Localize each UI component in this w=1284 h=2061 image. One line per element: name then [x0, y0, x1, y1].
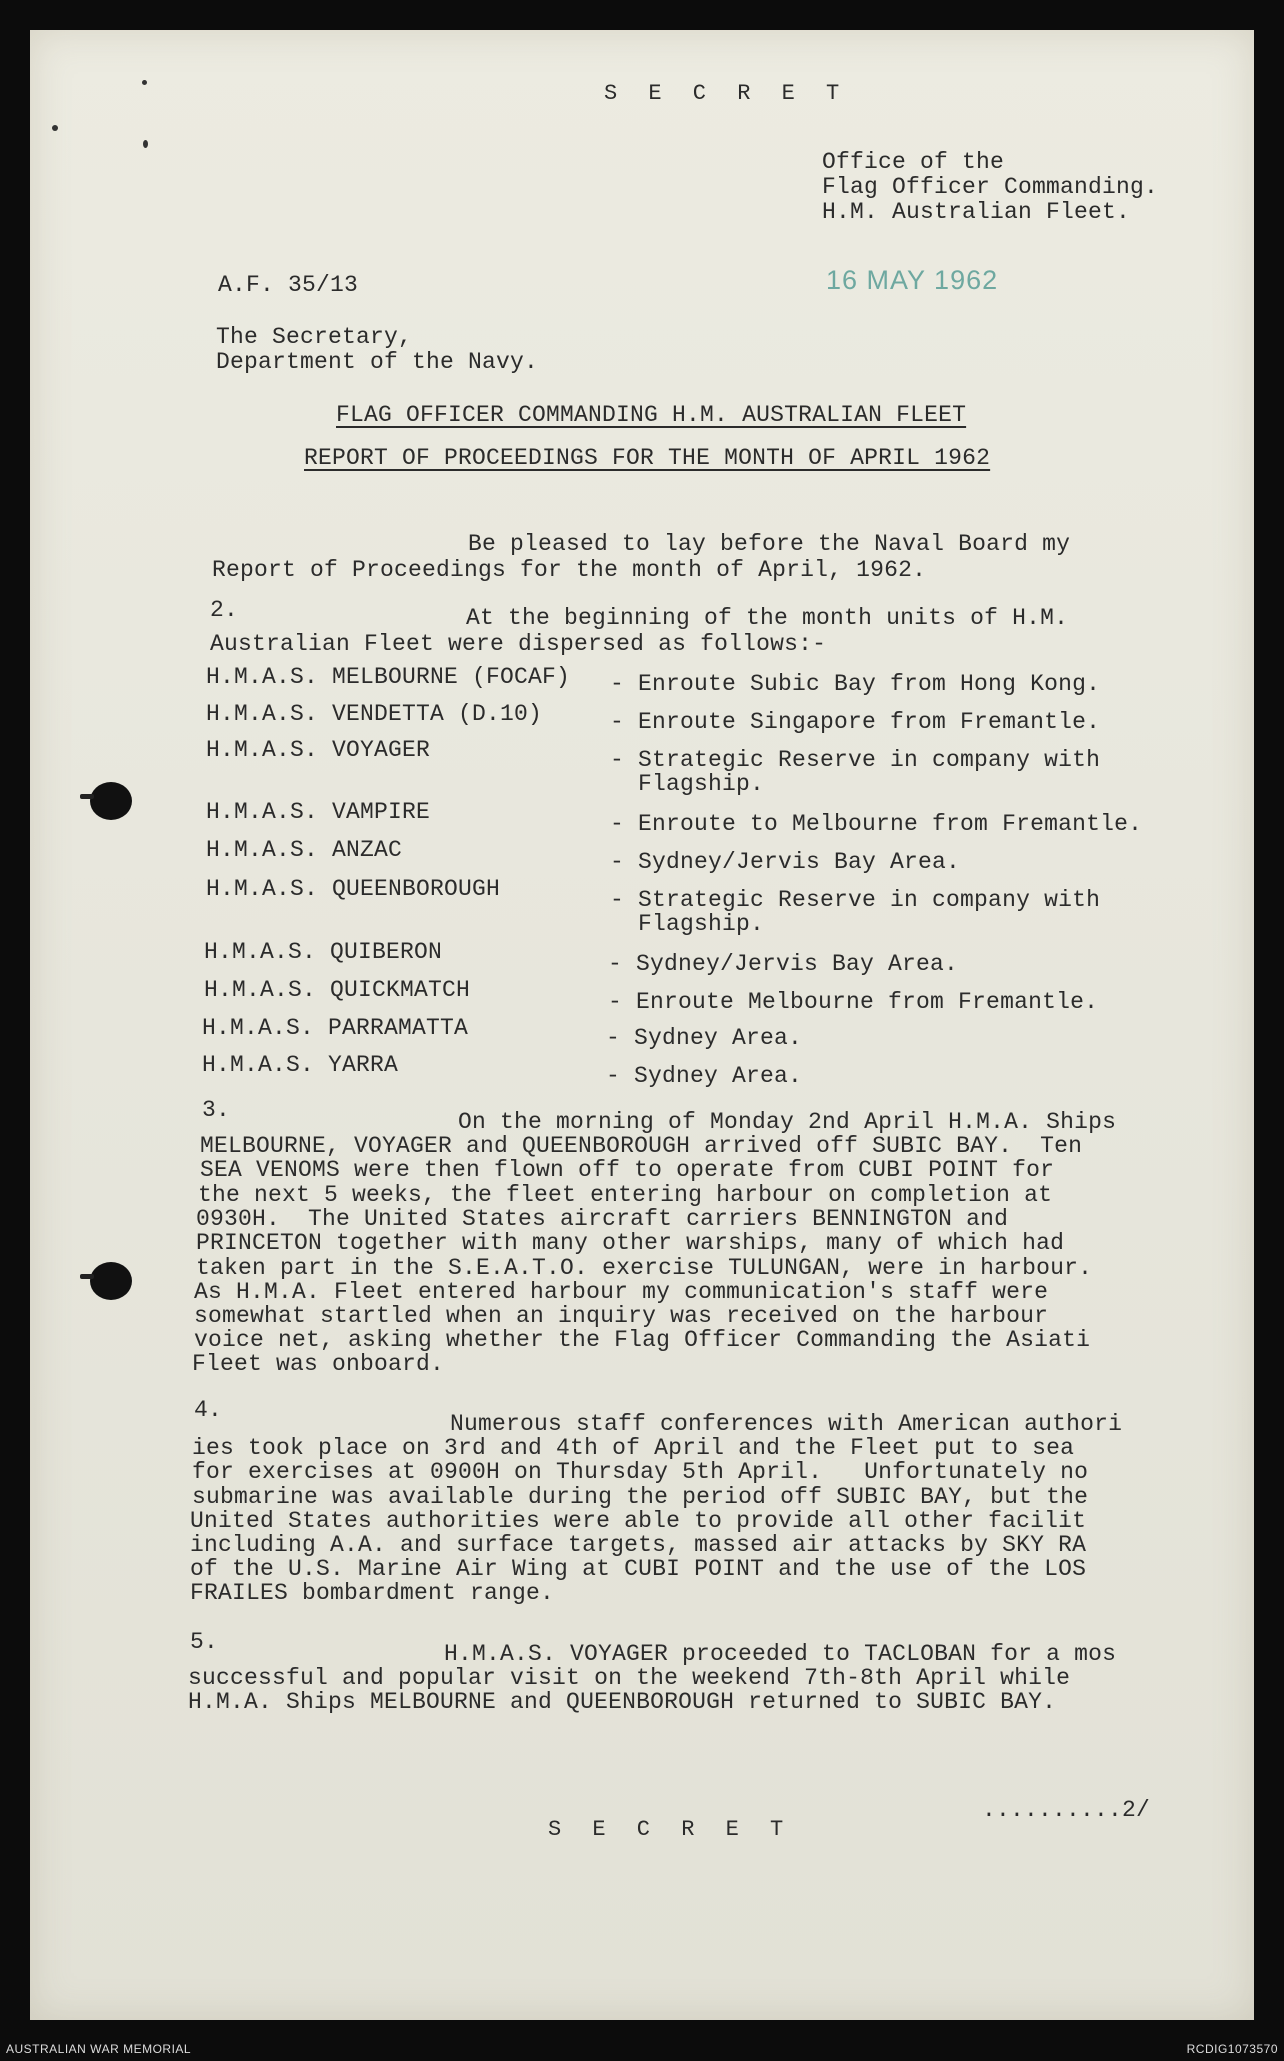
report-title-line-1: FLAG OFFICER COMMANDING H.M. AUSTRALIAN FLEET — [336, 402, 967, 428]
ink-speck — [142, 80, 147, 85]
addressee-line-2: Department of the Navy. — [216, 349, 539, 375]
para3-line: SEA VENOMS were then flown off to operate from CUBI POINT for — [200, 1157, 1055, 1183]
ink-speck — [143, 140, 148, 148]
para5-line: H.M.A. Ships MELBOURNE and QUEENBOROUGH returned to SUBIC BAY. — [188, 1689, 1057, 1715]
para3-line: Fleet was onboard. — [192, 1351, 445, 1377]
para2-line-1: At the beginning of the month units of H.M. — [466, 605, 1069, 631]
para4-line: ies took place on 3rd and 4th of April and the Fleet put to sea — [192, 1435, 1075, 1461]
para4-number: 4. — [194, 1397, 223, 1423]
ship-name: H.M.A.S. QUICKMATCH — [204, 977, 471, 1003]
ship-name: H.M.A.S. PARRAMATTA — [202, 1015, 469, 1041]
para3-line: 0930H. The United States aircraft carriers BENNINGTON and — [196, 1206, 1009, 1232]
para4-line: of the U.S. Marine Air Wing at CUBI POINT and the use of the LOS — [190, 1556, 1087, 1582]
date-stamp: 16 MAY 1962 — [826, 265, 999, 295]
para5-line: successful and popular visit on the weekend 7th-8th April while — [188, 1665, 1071, 1691]
ship-name: H.M.A.S. QUEENBOROUGH — [206, 876, 501, 902]
para3-line: somewhat startled when an inquiry was received on the harbour — [194, 1303, 1049, 1329]
security-classification-top: S E C R E T — [604, 81, 849, 106]
punch-hole-top — [90, 782, 132, 820]
ship-name: H.M.A.S. VENDETTA (D.10) — [206, 701, 543, 727]
para1-line-1: Be pleased to lay before the Naval Board my — [468, 531, 1071, 557]
ship-status: - Enroute Singapore from Fremantle. — [610, 709, 1101, 735]
para4-line: Numerous staff conferences with American authori — [450, 1411, 1123, 1437]
ship-name: H.M.A.S. VOYAGER — [206, 737, 431, 763]
para4-line: United States authorities were able to provide all other facilit — [190, 1508, 1087, 1534]
ship-status: Flagship. — [610, 771, 765, 797]
para3-line: MELBOURNE, VOYAGER and QUEENBOROUGH arrived off SUBIC BAY. Ten — [200, 1133, 1083, 1159]
para3-line: taken part in the S.E.A.T.O. exercise TULUNGAN, were in harbour. — [196, 1255, 1093, 1281]
ship-name: H.M.A.S. VAMPIRE — [206, 799, 431, 825]
office-line-1: Office of the — [822, 149, 1005, 175]
report-title-line-2: REPORT OF PROCEEDINGS FOR THE MONTH OF APRIL 1962 — [304, 445, 991, 471]
reference-number: A.F. 35/13 — [218, 272, 359, 298]
addressee-line-1: The Secretary, — [216, 324, 413, 350]
ship-status: - Strategic Reserve in company with — [610, 887, 1101, 913]
ship-status: Flagship. — [610, 911, 765, 937]
office-line-2: Flag Officer Commanding. — [822, 174, 1159, 200]
para2-line-2: Australian Fleet were dispersed as follows:- — [210, 631, 827, 657]
para3-line: PRINCETON together with many other warships, many of which had — [196, 1230, 1065, 1256]
ship-status: - Sydney/Jervis Bay Area. — [610, 849, 961, 875]
para3-line: the next 5 weeks, the fleet entering harbour on completion at — [198, 1182, 1053, 1208]
para3-line: As H.M.A. Fleet entered harbour my communication's staff were — [194, 1279, 1049, 1305]
para3-line: On the morning of Monday 2nd April H.M.A. Ships — [458, 1109, 1117, 1135]
para4-line: submarine was available during the period off SUBIC BAY, but the — [192, 1484, 1089, 1510]
ship-status: - Enroute Melbourne from Fremantle. — [608, 989, 1099, 1015]
ship-status: - Sydney Area. — [606, 1063, 803, 1089]
ship-name: H.M.A.S. MELBOURNE (FOCAF) — [206, 664, 571, 690]
para4-line: including A.A. and surface targets, massed air attacks by SKY RA — [190, 1532, 1087, 1558]
ship-name: H.M.A.S. YARRA — [202, 1052, 399, 1078]
ship-name: H.M.A.S. ANZAC — [206, 837, 403, 863]
ship-status: - Enroute Subic Bay from Hong Kong. — [610, 671, 1101, 697]
ship-status: - Strategic Reserve in company with — [610, 747, 1101, 773]
ship-status: - Sydney/Jervis Bay Area. — [608, 951, 959, 977]
para5-line: H.M.A.S. VOYAGER proceeded to TACLOBAN for a mos — [444, 1641, 1117, 1667]
ship-status: - Sydney Area. — [606, 1025, 803, 1051]
archive-footer-left: AUSTRALIAN WAR MEMORIAL — [6, 2042, 192, 2056]
para3-number: 3. — [202, 1097, 231, 1123]
punch-hole-bottom — [90, 1262, 132, 1300]
ship-status: - Enroute to Melbourne from Fremantle. — [610, 811, 1143, 837]
office-line-3: H.M. Australian Fleet. — [822, 199, 1131, 225]
ship-name: H.M.A.S. QUIBERON — [204, 939, 443, 965]
para4-line: FRAILES bombardment range. — [190, 1580, 555, 1606]
para3-line: voice net, asking whether the Flag Officer Commanding the Asiati — [194, 1327, 1091, 1353]
para2-number: 2. — [210, 597, 239, 623]
para4-line: for exercises at 0900H on Thursday 5th April. Unfortunately no — [192, 1459, 1089, 1485]
ink-speck — [52, 125, 58, 131]
para1-line-2: Report of Proceedings for the month of April, 1962. — [212, 557, 927, 583]
archive-footer-right: RCDIG1073570 — [1186, 2042, 1278, 2056]
security-classification-bottom: S E C R E T — [548, 1817, 793, 1842]
para5-number: 5. — [190, 1629, 219, 1655]
continuation-mark: ..........2/ — [982, 1797, 1151, 1823]
